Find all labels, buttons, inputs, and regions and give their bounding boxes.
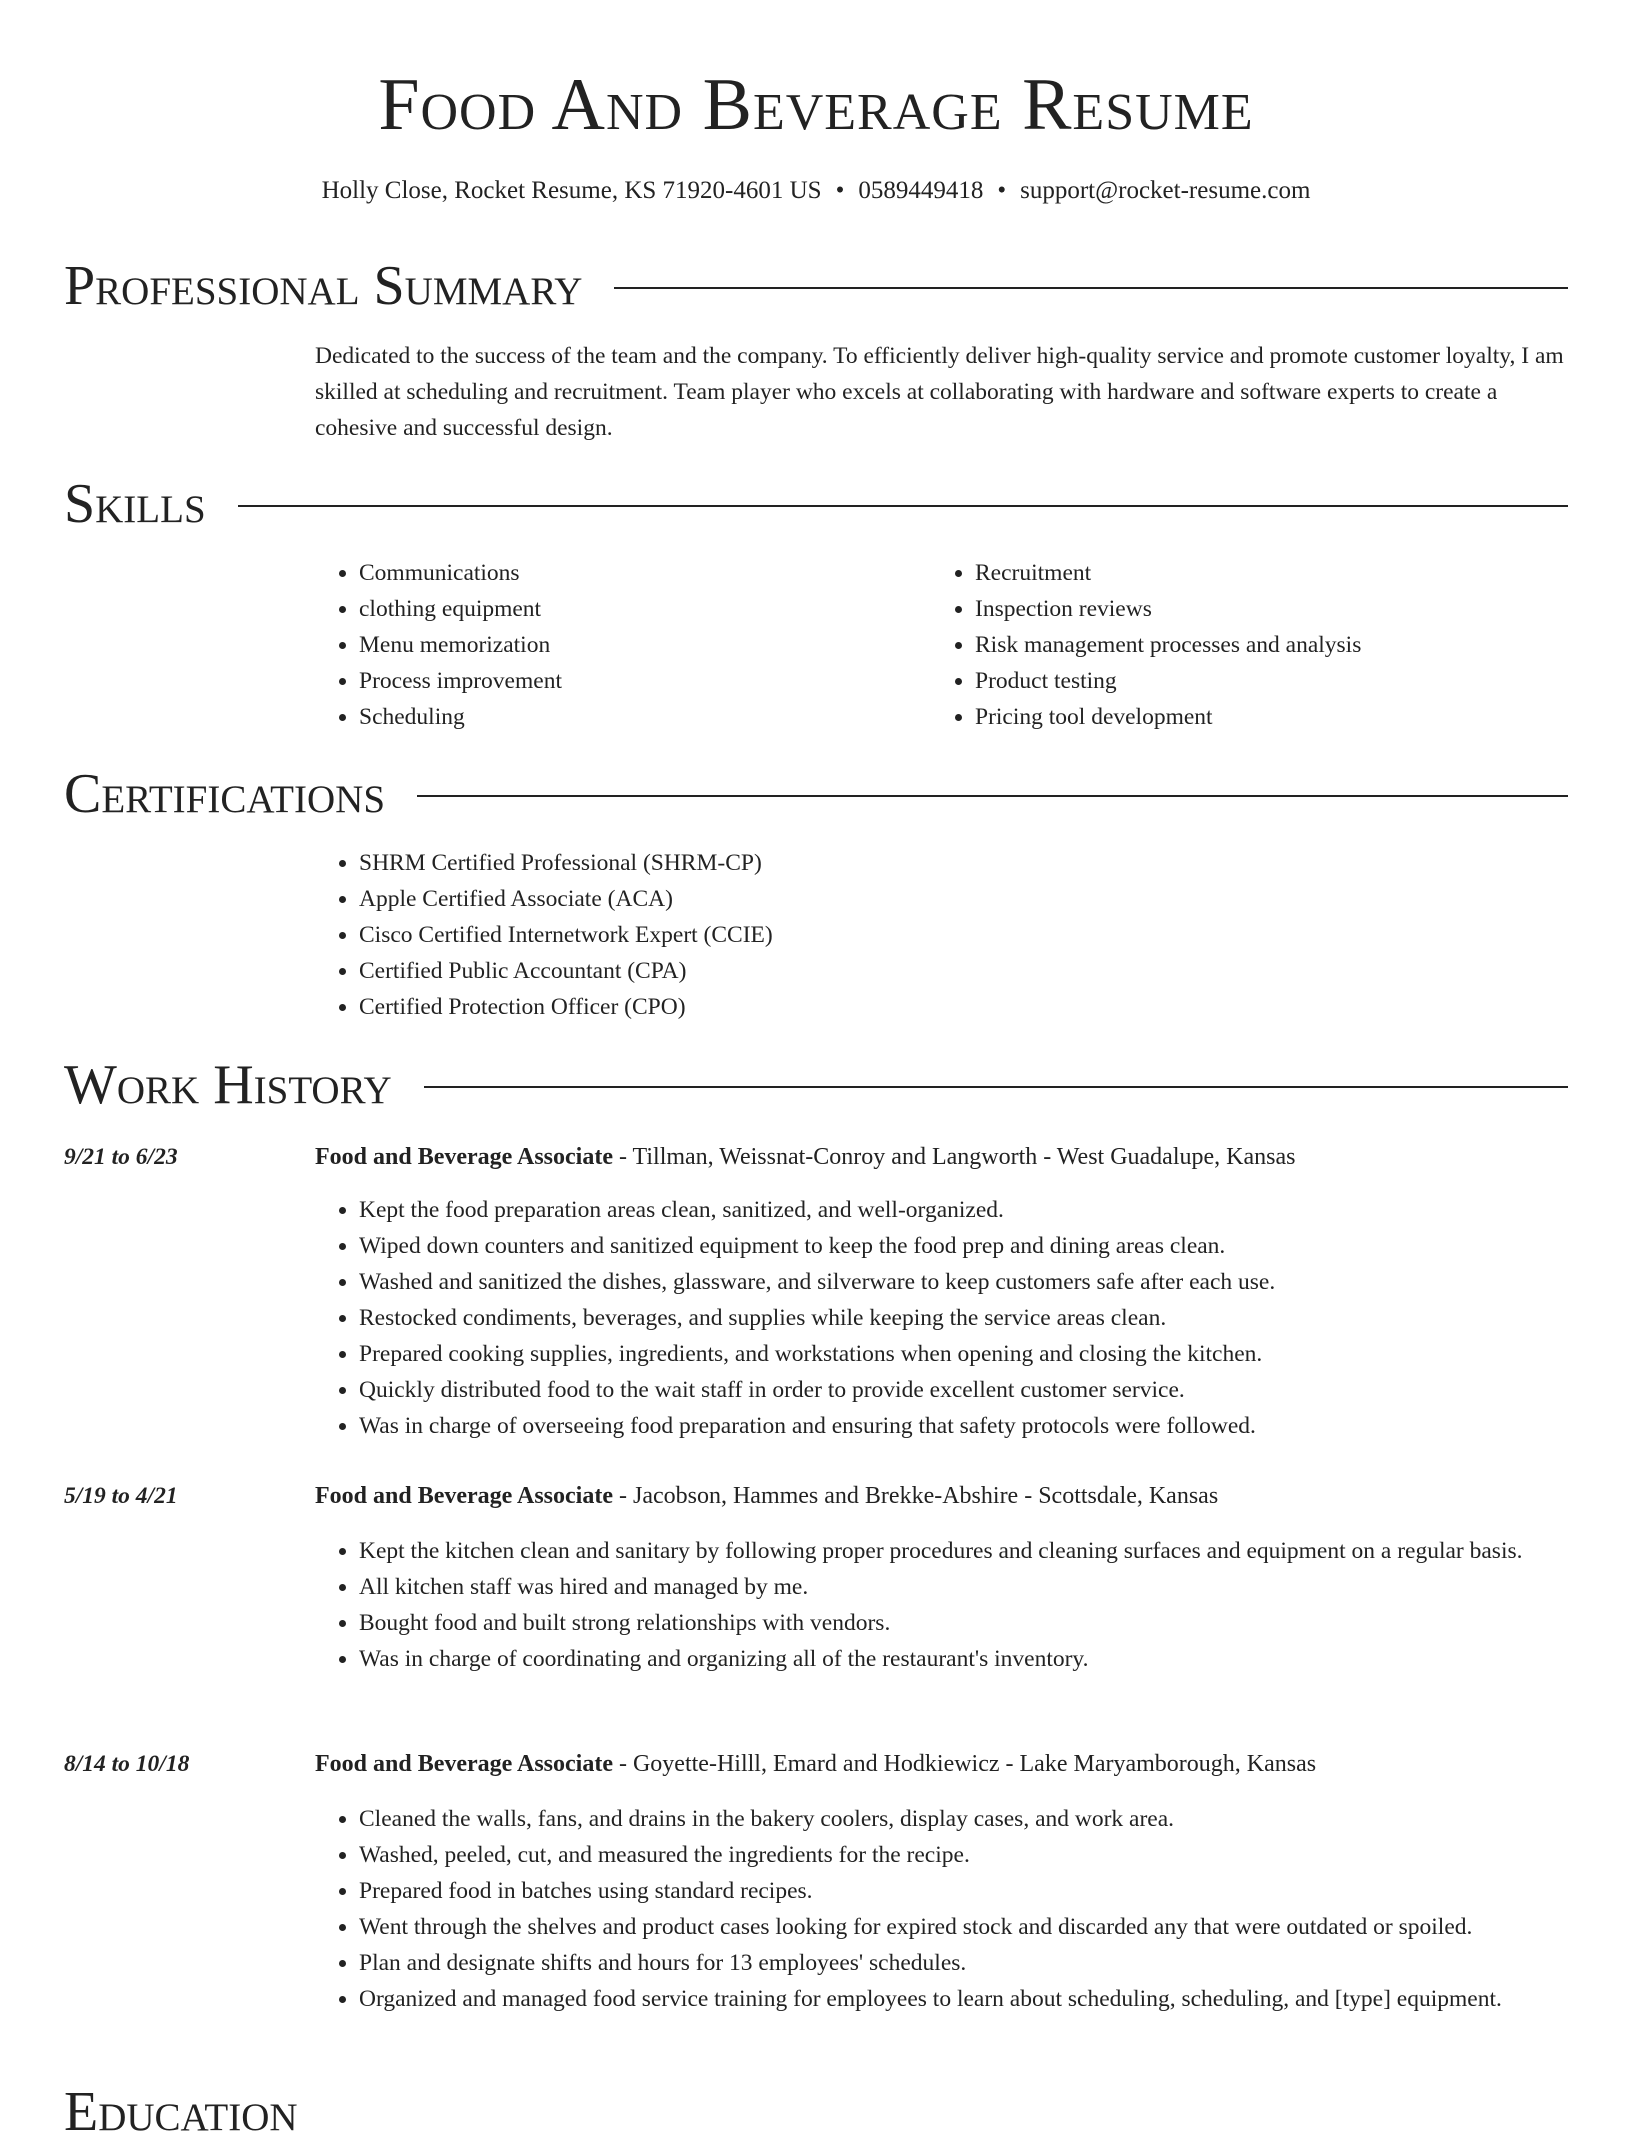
job-bullet: • Kept the food preparation areas clean, sanitized, and well-organized. — [359, 1192, 1568, 1228]
job-dates: 8/14 to 10/18 — [64, 1751, 190, 1777]
certifications-list-wrap — [315, 845, 1568, 1025]
job-bullet: • Washed and sanitized the dishes, glassware, and silverware to keep customers safe after each use. — [359, 1264, 1568, 1300]
skills-column-right — [931, 555, 1547, 735]
certification-item: • SHRM Certified Professional (SHRM-CP) — [359, 845, 1568, 881]
job-heading — [315, 1479, 1568, 1513]
certification-item: • Certified Public Accountant (CPA) — [359, 953, 1568, 989]
job-details: - Goyette-Hilll, Emard and Hodkiewicz - Lake Maryamborough, Kansas — [612, 1751, 1317, 1777]
job-details: - Tillman, Weissnat-Conroy and Langworth - West Guadalupe, Kansas — [612, 1144, 1296, 1170]
section-certifications-title: Certifications — [64, 763, 386, 825]
skill-item: • Menu memorization — [359, 627, 931, 663]
skill-item: • Scheduling — [359, 699, 931, 735]
section-summary-title: Professional Summary — [64, 255, 583, 317]
contact-phone: 0589449418 — [858, 177, 984, 204]
contact-separator: • — [997, 177, 1007, 204]
job-bullet: • Went through the shelves and product cases looking for expired stock and discarded any that were outdated or spoiled. — [359, 1909, 1568, 1945]
certification-item: • Certified Protection Officer (CPO) — [359, 989, 1568, 1025]
job-role: Food and Beverage Associate — [315, 1483, 613, 1509]
job-bullets — [315, 1801, 1568, 2017]
job-bullet: • Wiped down counters and sanitized equipment to keep the food prep and dining areas clean. — [359, 1228, 1568, 1264]
skills-column-left — [315, 555, 931, 735]
skill-item: • clothing equipment — [359, 591, 931, 627]
job-bullets — [315, 1533, 1568, 1677]
job-bullet: • Prepared food in batches using standard recipes. — [359, 1873, 1568, 1909]
job-bullet: • Quickly distributed food to the wait staff in order to provide excellent customer service. — [359, 1372, 1568, 1408]
certification-item: • Cisco Certified Internetwork Expert (CCIE) — [359, 917, 1568, 953]
certification-item: • Apple Certified Associate (ACA) — [359, 881, 1568, 917]
section-divider — [238, 505, 1568, 507]
job-bullet: • Was in charge of coordinating and organizing all of the restaurant's inventory. — [359, 1641, 1568, 1677]
skill-item: • Process improvement — [359, 663, 931, 699]
job-bullets — [315, 1192, 1568, 1444]
job-bullet: • Was in charge of overseeing food preparation and ensuring that safety protocols were followed. — [359, 1408, 1568, 1444]
contact-address: Holly Close, Rocket Resume, KS 71920-4601 US — [321, 177, 822, 204]
skill-item: • Risk management processes and analysis — [975, 627, 1547, 663]
section-summary-header — [64, 254, 1568, 318]
skills-grid — [315, 555, 1568, 735]
section-divider — [424, 1086, 1568, 1088]
contact-line — [64, 174, 1568, 208]
summary-text: Dedicated to the success of the team and the company. To efficiently deliver high-quality service and promote customer loyalty, I am skilled at scheduling and recruitment. Team player who excels at collaborating with hardware and software experts to create a cohesive and successful design. — [315, 343, 1564, 441]
skill-item: • Inspection reviews — [975, 591, 1547, 627]
section-divider — [614, 287, 1568, 289]
job-heading — [315, 1140, 1568, 1174]
section-divider — [417, 795, 1568, 797]
skill-item: • Pricing tool development — [975, 699, 1547, 735]
job-bullet: • Organized and managed food service training for employees to learn about scheduling, scheduling, and [type] equipment. — [359, 1981, 1568, 2017]
job-bullets-wrap — [315, 1801, 1568, 2017]
job-bullet: • Kept the kitchen clean and sanitary by following proper procedures and cleaning surfaces and equipment on a regular basis. — [359, 1533, 1568, 1569]
section-skills-title: Skills — [64, 473, 206, 535]
skill-item: • Product testing — [975, 663, 1547, 699]
job-bullets-wrap — [315, 1533, 1568, 1677]
section-education-title: Education — [64, 2081, 298, 2143]
section-work-history-header — [64, 1053, 1568, 1117]
job-bullets-wrap — [315, 1192, 1568, 1444]
job-bullet: • Washed, peeled, cut, and measured the ingredients for the recipe. — [359, 1837, 1568, 1873]
certifications-list — [315, 845, 1568, 1025]
job-role: Food and Beverage Associate — [315, 1751, 613, 1777]
job-bullet: • All kitchen staff was hired and managed by me. — [359, 1569, 1568, 1605]
resume-title: Food And Beverage Resume — [378, 64, 1254, 146]
job-bullet: • Bought food and built strong relationships with vendors. — [359, 1605, 1568, 1641]
skill-item: • Recruitment — [975, 555, 1547, 591]
section-work-history-title: Work History — [64, 1054, 392, 1116]
section-certifications-header — [64, 762, 1568, 826]
job-role: Food and Beverage Associate — [315, 1144, 613, 1170]
contact-separator: • — [835, 177, 845, 204]
skills-list-right — [931, 555, 1547, 735]
job-bullet: • Restocked condiments, beverages, and supplies while keeping the service areas clean. — [359, 1300, 1568, 1336]
job-heading — [315, 1747, 1568, 1781]
skill-item: • Communications — [359, 555, 931, 591]
job-bullet: • Cleaned the walls, fans, and drains in the bakery coolers, display cases, and work area. — [359, 1801, 1568, 1837]
job-dates: 9/21 to 6/23 — [64, 1144, 178, 1170]
section-skills-header — [64, 472, 1568, 536]
skills-list-left — [315, 555, 931, 735]
contact-email[interactable]: support@rocket-resume.com — [1020, 177, 1311, 204]
section-education-header — [64, 2080, 1568, 2144]
job-bullet: • Plan and designate shifts and hours for 13 employees' schedules. — [359, 1945, 1568, 1981]
job-dates: 5/19 to 4/21 — [64, 1483, 178, 1509]
job-bullet: • Prepared cooking supplies, ingredients, and workstations when opening and closing the kitchen. — [359, 1336, 1568, 1372]
job-details: - Jacobson, Hammes and Brekke-Abshire - Scottsdale, Kansas — [612, 1483, 1219, 1509]
